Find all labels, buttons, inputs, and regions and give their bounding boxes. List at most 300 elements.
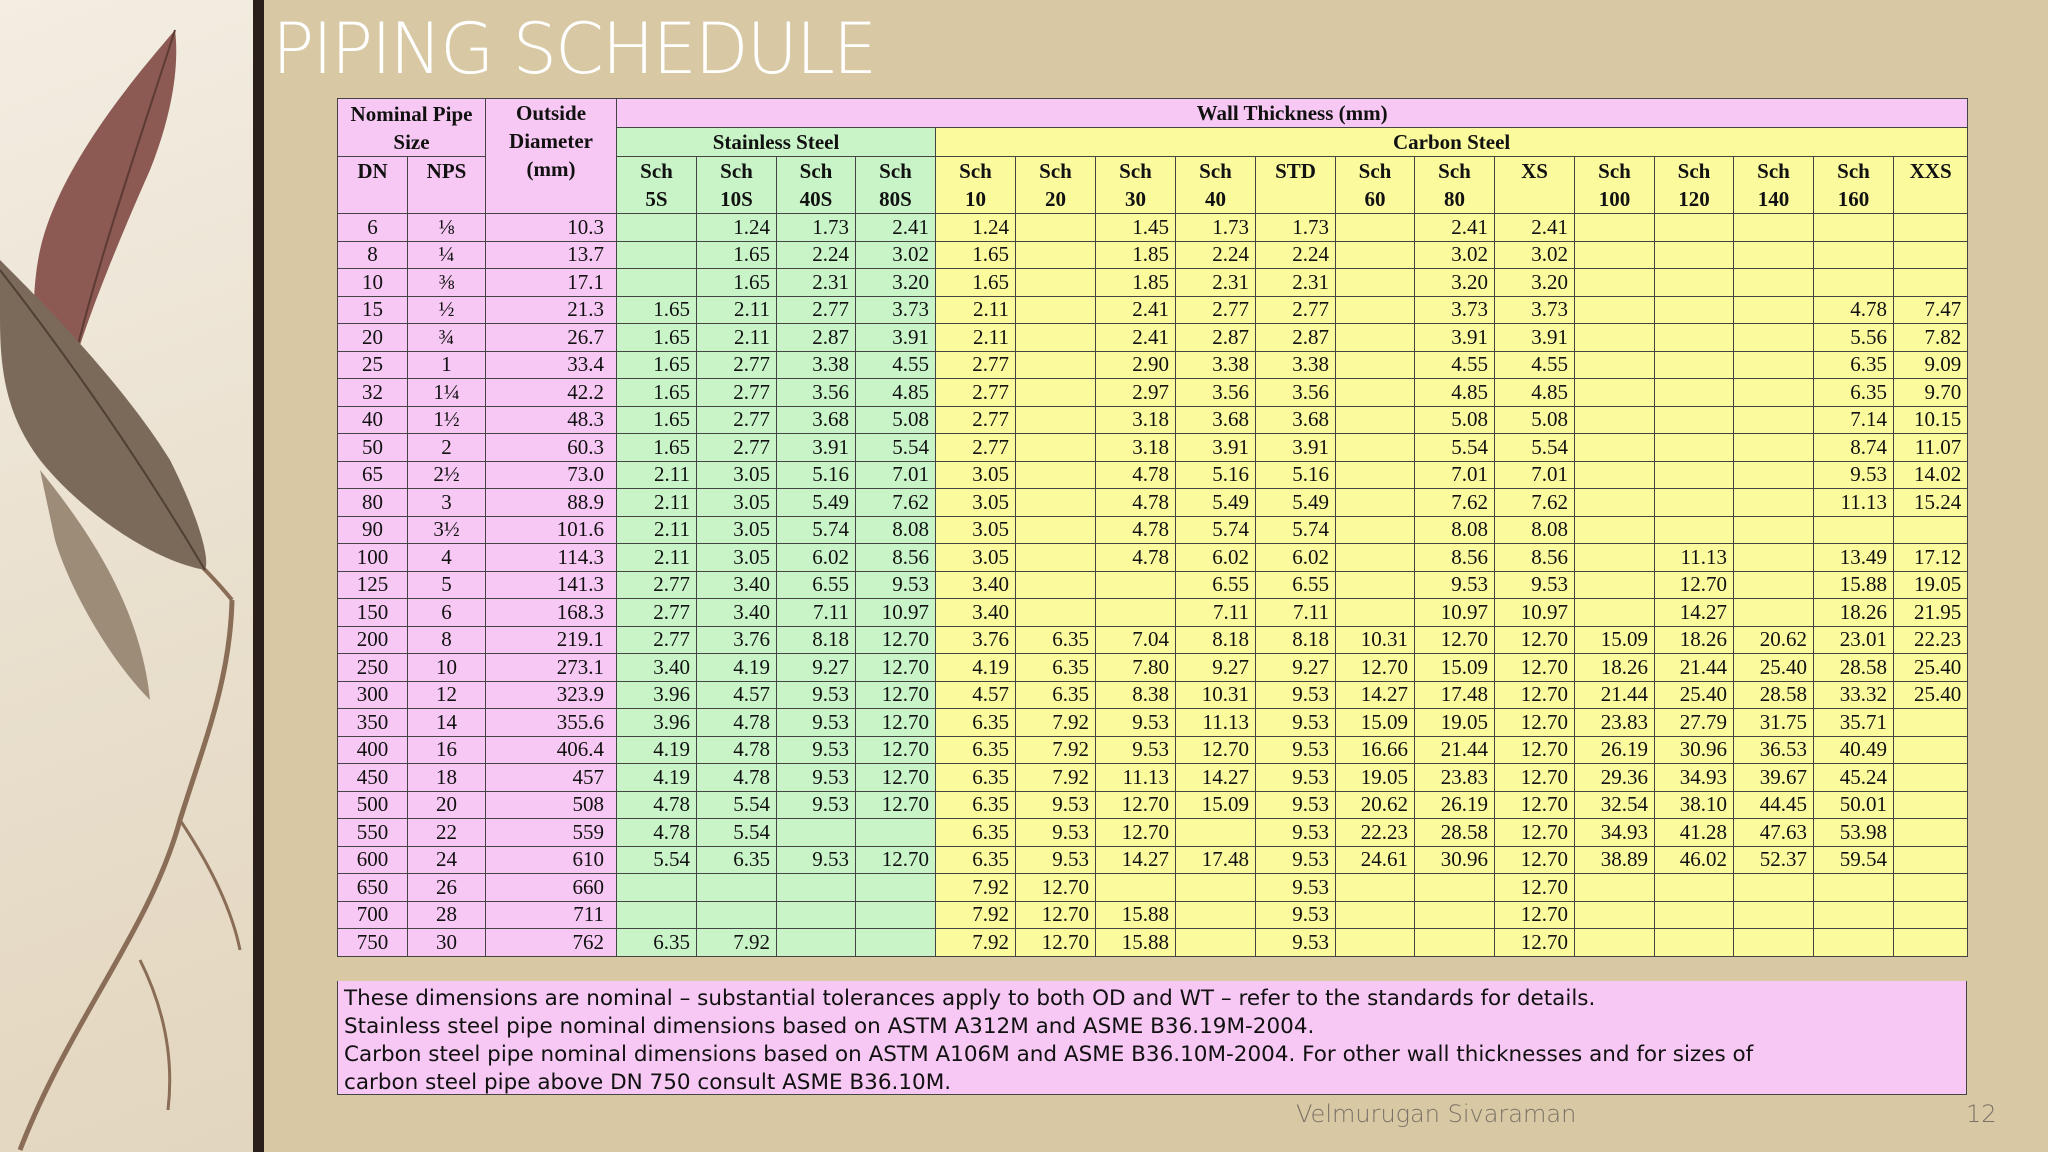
carbon-thickness-cell — [1336, 544, 1415, 572]
carbon-thickness-cell: 28.58 — [1415, 819, 1495, 847]
stainless-thickness-cell: 9.53 — [777, 709, 856, 737]
carbon-thickness-cell: 15.09 — [1176, 791, 1256, 819]
carbon-thickness-cell: 9.53 — [1256, 901, 1336, 929]
carbon-thickness-cell: 46.02 — [1655, 846, 1734, 874]
stainless-thickness-cell: 1.65 — [697, 241, 777, 269]
outside-diameter-cell: 88.9 — [486, 489, 617, 517]
outside-diameter-cell: 17.1 — [486, 269, 617, 297]
nps-cell: 4 — [408, 544, 486, 572]
carbon-thickness-cell: 17.12 — [1894, 544, 1968, 572]
carbon-thickness-cell — [1814, 214, 1894, 242]
stainless-thickness-cell: 7.11 — [777, 599, 856, 627]
author-name: Velmurugan Sivaraman — [1296, 1100, 1577, 1128]
carbon-thickness-cell: 19.05 — [1415, 709, 1495, 737]
dn-cell: 6 — [338, 214, 408, 242]
carbon-thickness-cell: 44.45 — [1734, 791, 1814, 819]
carbon-thickness-cell — [1575, 929, 1655, 957]
carbon-thickness-cell: 2.41 — [1415, 214, 1495, 242]
table-row — [338, 791, 1968, 819]
carbon-thickness-cell: 3.68 — [1176, 406, 1256, 434]
carbon-thickness-cell: 2.31 — [1256, 269, 1336, 297]
carbon-thickness-cell: 7.80 — [1096, 654, 1176, 682]
outside-diameter-cell: 13.7 — [486, 241, 617, 269]
carbon-thickness-cell: 4.55 — [1495, 351, 1575, 379]
carbon-thickness-cell: 20.62 — [1734, 626, 1814, 654]
carbon-thickness-cell — [1734, 544, 1814, 572]
carbon-thickness-cell: 8.74 — [1814, 434, 1894, 462]
carbon-thickness-cell: 9.53 — [1814, 461, 1894, 489]
carbon-thickness-cell: 10.31 — [1176, 681, 1256, 709]
carbon-thickness-cell: 5.74 — [1176, 516, 1256, 544]
nps-cell: ½ — [408, 296, 486, 324]
piping-schedule-table — [337, 98, 1968, 957]
nps-cell: 10 — [408, 654, 486, 682]
stainless-thickness-cell: 5.49 — [777, 489, 856, 517]
carbon-thickness-cell: 18.26 — [1575, 654, 1655, 682]
carbon-thickness-cell — [1655, 516, 1734, 544]
carbon-thickness-cell: 2.31 — [1176, 269, 1256, 297]
carbon-thickness-cell: 9.53 — [1256, 819, 1336, 847]
stainless-thickness-cell: 12.70 — [856, 681, 936, 709]
carbon-thickness-cell — [1575, 874, 1655, 902]
carbon-thickness-cell: 1.73 — [1256, 214, 1336, 242]
carbon-thickness-cell — [1734, 929, 1814, 957]
stainless-thickness-cell — [856, 874, 936, 902]
stainless-thickness-cell: 2.11 — [617, 461, 697, 489]
stainless-thickness-cell: 12.70 — [856, 791, 936, 819]
carbon-thickness-cell: 3.91 — [1415, 324, 1495, 352]
outside-diameter-cell: 273.1 — [486, 654, 617, 682]
outside-diameter-cell: 355.6 — [486, 709, 617, 737]
carbon-column-header: Sch 100 — [1575, 157, 1655, 214]
nps-cell: 18 — [408, 764, 486, 792]
table-row — [338, 654, 1968, 682]
dn-cell: 600 — [338, 846, 408, 874]
carbon-thickness-cell: 6.35 — [1814, 379, 1894, 407]
carbon-thickness-cell: 4.78 — [1096, 461, 1176, 489]
stainless-thickness-cell: 10.97 — [856, 599, 936, 627]
outside-diameter-header: Outside Diameter (mm) — [486, 99, 617, 214]
carbon-thickness-cell: 34.93 — [1575, 819, 1655, 847]
stainless-thickness-cell: 9.53 — [856, 571, 936, 599]
carbon-thickness-cell: 12.70 — [1176, 736, 1256, 764]
stainless-thickness-cell: 2.31 — [777, 269, 856, 297]
carbon-thickness-cell — [1894, 901, 1968, 929]
stainless-thickness-cell: 5.08 — [856, 406, 936, 434]
note-line: Carbon steel pipe nominal dimensions based on ASTM A106M and ASME B36.10M-2004. For other wall thicknesses and for sizes of — [344, 1042, 1754, 1067]
carbon-thickness-cell — [1016, 544, 1096, 572]
carbon-thickness-cell: 3.91 — [1495, 324, 1575, 352]
dn-cell: 90 — [338, 516, 408, 544]
nps-cell: ⅛ — [408, 214, 486, 242]
nps-cell: 22 — [408, 819, 486, 847]
carbon-column-header: Sch 30 — [1096, 157, 1176, 214]
carbon-thickness-cell — [1894, 819, 1968, 847]
stainless-thickness-cell: 3.38 — [777, 351, 856, 379]
carbon-thickness-cell: 45.24 — [1814, 764, 1894, 792]
carbon-thickness-cell: 20.62 — [1336, 791, 1415, 819]
carbon-thickness-cell — [1655, 406, 1734, 434]
carbon-thickness-cell: 3.02 — [1495, 241, 1575, 269]
carbon-thickness-cell — [1575, 901, 1655, 929]
nps-cell: ⅜ — [408, 269, 486, 297]
carbon-column-header: Sch 160 — [1814, 157, 1894, 214]
carbon-thickness-cell — [1655, 489, 1734, 517]
carbon-thickness-cell: 8.08 — [1415, 516, 1495, 544]
table-row — [338, 351, 1968, 379]
carbon-thickness-cell: 2.97 — [1096, 379, 1176, 407]
carbon-thickness-cell: 3.91 — [1176, 434, 1256, 462]
carbon-thickness-cell — [1655, 901, 1734, 929]
stainless-thickness-cell: 3.05 — [697, 544, 777, 572]
carbon-thickness-cell: 2.90 — [1096, 351, 1176, 379]
carbon-thickness-cell: 7.11 — [1256, 599, 1336, 627]
stainless-thickness-cell: 5.54 — [697, 819, 777, 847]
carbon-thickness-cell — [1336, 489, 1415, 517]
table-row — [338, 406, 1968, 434]
dn-cell: 150 — [338, 599, 408, 627]
carbon-thickness-cell — [1814, 901, 1894, 929]
carbon-thickness-cell: 23.83 — [1415, 764, 1495, 792]
carbon-thickness-cell: 6.35 — [1814, 351, 1894, 379]
stainless-thickness-cell: 3.76 — [697, 626, 777, 654]
table-row — [338, 846, 1968, 874]
stainless-thickness-cell: 3.40 — [697, 599, 777, 627]
nps-cell: ¾ — [408, 324, 486, 352]
stainless-thickness-cell: 4.85 — [856, 379, 936, 407]
carbon-thickness-cell: 9.53 — [1495, 571, 1575, 599]
dn-cell: 350 — [338, 709, 408, 737]
carbon-thickness-cell: 5.74 — [1256, 516, 1336, 544]
carbon-thickness-cell — [1016, 351, 1096, 379]
carbon-thickness-cell — [1655, 214, 1734, 242]
stainless-thickness-cell: 2.11 — [697, 324, 777, 352]
carbon-column-header: Sch 80 — [1415, 157, 1495, 214]
carbon-column-header: STD — [1256, 157, 1336, 214]
table-row — [338, 544, 1968, 572]
nps-cell: 5 — [408, 571, 486, 599]
carbon-thickness-cell: 30.96 — [1655, 736, 1734, 764]
carbon-thickness-cell — [1734, 599, 1814, 627]
carbon-thickness-cell: 6.55 — [1256, 571, 1336, 599]
carbon-thickness-cell — [1814, 516, 1894, 544]
table-row — [338, 571, 1968, 599]
carbon-steel-header: Carbon Steel — [936, 128, 1968, 157]
stainless-thickness-cell: 2.77 — [617, 626, 697, 654]
outside-diameter-cell: 33.4 — [486, 351, 617, 379]
carbon-thickness-cell — [1734, 214, 1814, 242]
nps-cell: 30 — [408, 929, 486, 957]
outside-diameter-cell: 101.6 — [486, 516, 617, 544]
carbon-thickness-cell: 13.49 — [1814, 544, 1894, 572]
carbon-thickness-cell: 7.01 — [1495, 461, 1575, 489]
carbon-thickness-cell: 6.35 — [1016, 654, 1096, 682]
carbon-thickness-cell: 9.53 — [1096, 709, 1176, 737]
carbon-thickness-cell: 2.77 — [936, 379, 1016, 407]
carbon-thickness-cell: 1.65 — [936, 269, 1016, 297]
carbon-thickness-cell: 17.48 — [1415, 681, 1495, 709]
carbon-thickness-cell: 7.04 — [1096, 626, 1176, 654]
carbon-thickness-cell: 5.08 — [1415, 406, 1495, 434]
dn-cell: 15 — [338, 296, 408, 324]
outside-diameter-cell: 60.3 — [486, 434, 617, 462]
carbon-thickness-cell: 23.83 — [1575, 709, 1655, 737]
carbon-thickness-cell: 12.70 — [1016, 901, 1096, 929]
carbon-thickness-cell: 15.09 — [1575, 626, 1655, 654]
carbon-thickness-cell: 11.13 — [1096, 764, 1176, 792]
dn-cell: 125 — [338, 571, 408, 599]
carbon-thickness-cell: 2.24 — [1256, 241, 1336, 269]
stainless-thickness-cell: 1.73 — [777, 214, 856, 242]
table-row — [338, 434, 1968, 462]
carbon-thickness-cell: 9.09 — [1894, 351, 1968, 379]
dn-header: DN — [338, 157, 408, 214]
carbon-thickness-cell: 8.38 — [1096, 681, 1176, 709]
carbon-thickness-cell: 6.35 — [936, 791, 1016, 819]
carbon-thickness-cell: 31.75 — [1734, 709, 1814, 737]
stainless-thickness-cell: 3.02 — [856, 241, 936, 269]
dn-cell: 750 — [338, 929, 408, 957]
carbon-thickness-cell: 34.93 — [1655, 764, 1734, 792]
stainless-thickness-cell — [777, 901, 856, 929]
carbon-thickness-cell: 4.78 — [1814, 296, 1894, 324]
carbon-thickness-cell — [1814, 241, 1894, 269]
carbon-thickness-cell: 3.68 — [1256, 406, 1336, 434]
stainless-thickness-cell: 3.73 — [856, 296, 936, 324]
carbon-thickness-cell: 7.62 — [1415, 489, 1495, 517]
carbon-thickness-cell: 3.20 — [1415, 269, 1495, 297]
stainless-thickness-cell: 12.70 — [856, 654, 936, 682]
carbon-thickness-cell — [1336, 269, 1415, 297]
slide-title: PIPING SCHEDULE — [272, 8, 876, 90]
carbon-thickness-cell: 12.70 — [1495, 709, 1575, 737]
dn-cell: 40 — [338, 406, 408, 434]
carbon-thickness-cell: 15.09 — [1415, 654, 1495, 682]
carbon-thickness-cell: 2.24 — [1176, 241, 1256, 269]
carbon-thickness-cell: 12.70 — [1336, 654, 1415, 682]
carbon-thickness-cell — [1016, 599, 1096, 627]
stainless-thickness-cell — [617, 269, 697, 297]
nps-cell: 8 — [408, 626, 486, 654]
carbon-thickness-cell — [1894, 709, 1968, 737]
carbon-thickness-cell — [1336, 874, 1415, 902]
nps-cell: 1½ — [408, 406, 486, 434]
carbon-thickness-cell — [1016, 571, 1096, 599]
dn-cell: 650 — [338, 874, 408, 902]
carbon-thickness-cell: 11.07 — [1894, 434, 1968, 462]
carbon-thickness-cell: 3.05 — [936, 516, 1016, 544]
carbon-thickness-cell: 38.10 — [1655, 791, 1734, 819]
stainless-thickness-cell: 4.78 — [617, 819, 697, 847]
carbon-thickness-cell: 6.35 — [936, 736, 1016, 764]
carbon-thickness-cell: 26.19 — [1415, 791, 1495, 819]
table-row — [338, 901, 1968, 929]
carbon-thickness-cell — [1336, 571, 1415, 599]
dn-cell: 550 — [338, 819, 408, 847]
stainless-thickness-cell: 3.40 — [697, 571, 777, 599]
carbon-thickness-cell — [1734, 351, 1814, 379]
carbon-thickness-cell — [1575, 269, 1655, 297]
carbon-column-header: XS — [1495, 157, 1575, 214]
carbon-thickness-cell — [1734, 516, 1814, 544]
carbon-thickness-cell — [1734, 901, 1814, 929]
carbon-thickness-cell: 18.26 — [1814, 599, 1894, 627]
carbon-thickness-cell: 12.70 — [1495, 901, 1575, 929]
outside-diameter-cell: 323.9 — [486, 681, 617, 709]
carbon-thickness-cell — [1894, 736, 1968, 764]
carbon-thickness-cell — [1016, 269, 1096, 297]
carbon-column-header: Sch 140 — [1734, 157, 1814, 214]
stainless-thickness-cell: 2.77 — [697, 406, 777, 434]
dn-cell: 300 — [338, 681, 408, 709]
outside-diameter-cell: 168.3 — [486, 599, 617, 627]
carbon-thickness-cell: 9.53 — [1096, 736, 1176, 764]
carbon-thickness-cell — [1415, 929, 1495, 957]
carbon-thickness-cell: 33.32 — [1814, 681, 1894, 709]
nps-cell: 1¼ — [408, 379, 486, 407]
nps-cell: ¼ — [408, 241, 486, 269]
stainless-thickness-cell: 4.19 — [617, 736, 697, 764]
outside-diameter-cell: 610 — [486, 846, 617, 874]
carbon-thickness-cell: 3.20 — [1495, 269, 1575, 297]
stainless-thickness-cell: 1.65 — [617, 434, 697, 462]
carbon-thickness-cell: 12.70 — [1096, 819, 1176, 847]
table-row — [338, 214, 1968, 242]
outside-diameter-cell: 508 — [486, 791, 617, 819]
outside-diameter-cell: 26.7 — [486, 324, 617, 352]
carbon-thickness-cell: 14.27 — [1176, 764, 1256, 792]
table-row — [338, 626, 1968, 654]
carbon-thickness-cell: 12.70 — [1415, 626, 1495, 654]
carbon-thickness-cell: 8.18 — [1176, 626, 1256, 654]
stainless-thickness-cell: 9.53 — [777, 736, 856, 764]
stainless-thickness-cell: 4.78 — [697, 764, 777, 792]
nps-cell: 1 — [408, 351, 486, 379]
table-row — [338, 516, 1968, 544]
stainless-thickness-cell: 1.65 — [617, 406, 697, 434]
carbon-thickness-cell: 3.91 — [1256, 434, 1336, 462]
carbon-thickness-cell: 14.27 — [1096, 846, 1176, 874]
carbon-thickness-cell — [1734, 489, 1814, 517]
table-row — [338, 764, 1968, 792]
carbon-thickness-cell: 9.70 — [1894, 379, 1968, 407]
carbon-thickness-cell: 14.02 — [1894, 461, 1968, 489]
stainless-thickness-cell: 6.35 — [697, 846, 777, 874]
carbon-thickness-cell: 3.73 — [1415, 296, 1495, 324]
dn-cell: 8 — [338, 241, 408, 269]
stainless-column-header: Sch 10S — [697, 157, 777, 214]
carbon-thickness-cell: 5.16 — [1256, 461, 1336, 489]
carbon-thickness-cell: 35.71 — [1814, 709, 1894, 737]
carbon-thickness-cell — [1575, 351, 1655, 379]
carbon-thickness-cell — [1575, 241, 1655, 269]
carbon-thickness-cell: 5.49 — [1176, 489, 1256, 517]
carbon-thickness-cell — [1894, 269, 1968, 297]
carbon-thickness-cell — [1575, 599, 1655, 627]
stainless-column-header: Sch 40S — [777, 157, 856, 214]
carbon-column-header: Sch 20 — [1016, 157, 1096, 214]
carbon-thickness-cell — [1734, 434, 1814, 462]
carbon-thickness-cell: 12.70 — [1495, 654, 1575, 682]
carbon-thickness-cell: 7.11 — [1176, 599, 1256, 627]
carbon-thickness-cell: 1.24 — [936, 214, 1016, 242]
carbon-thickness-cell: 2.87 — [1176, 324, 1256, 352]
carbon-thickness-cell — [1016, 489, 1096, 517]
stainless-thickness-cell — [617, 241, 697, 269]
carbon-thickness-cell: 2.77 — [936, 351, 1016, 379]
carbon-thickness-cell: 22.23 — [1894, 626, 1968, 654]
carbon-thickness-cell: 7.92 — [1016, 709, 1096, 737]
carbon-thickness-cell — [1336, 461, 1415, 489]
carbon-thickness-cell — [1336, 901, 1415, 929]
carbon-thickness-cell — [1176, 929, 1256, 957]
table-row — [338, 709, 1968, 737]
nps-cell: 2 — [408, 434, 486, 462]
carbon-thickness-cell — [1655, 379, 1734, 407]
table-row — [338, 599, 1968, 627]
table-row — [338, 819, 1968, 847]
stainless-thickness-cell: 6.02 — [777, 544, 856, 572]
decorative-leaf-image — [0, 0, 253, 1152]
nps-cell: 20 — [408, 791, 486, 819]
stainless-thickness-cell: 7.62 — [856, 489, 936, 517]
dn-cell: 250 — [338, 654, 408, 682]
carbon-thickness-cell: 41.28 — [1655, 819, 1734, 847]
nps-cell: 6 — [408, 599, 486, 627]
stainless-thickness-cell: 3.05 — [697, 489, 777, 517]
carbon-thickness-cell — [1016, 406, 1096, 434]
dn-cell: 500 — [338, 791, 408, 819]
dn-cell: 20 — [338, 324, 408, 352]
carbon-thickness-cell — [1575, 379, 1655, 407]
carbon-column-header: Sch 60 — [1336, 157, 1415, 214]
carbon-thickness-cell: 39.67 — [1734, 764, 1814, 792]
carbon-thickness-cell — [1575, 434, 1655, 462]
stainless-thickness-cell: 4.78 — [697, 709, 777, 737]
carbon-thickness-cell: 4.19 — [936, 654, 1016, 682]
table-row — [338, 324, 1968, 352]
dn-cell: 50 — [338, 434, 408, 462]
carbon-thickness-cell: 21.95 — [1894, 599, 1968, 627]
carbon-thickness-cell — [1336, 324, 1415, 352]
carbon-thickness-cell — [1655, 241, 1734, 269]
carbon-thickness-cell: 3.56 — [1176, 379, 1256, 407]
carbon-thickness-cell — [1336, 929, 1415, 957]
carbon-thickness-cell: 6.02 — [1256, 544, 1336, 572]
stainless-thickness-cell: 5.16 — [777, 461, 856, 489]
carbon-thickness-cell: 10.31 — [1336, 626, 1415, 654]
stainless-thickness-cell — [617, 901, 697, 929]
carbon-thickness-cell: 10.97 — [1495, 599, 1575, 627]
carbon-thickness-cell: 2.11 — [936, 296, 1016, 324]
stainless-thickness-cell: 1.65 — [617, 324, 697, 352]
dn-cell: 700 — [338, 901, 408, 929]
carbon-thickness-cell: 12.70 — [1495, 846, 1575, 874]
carbon-thickness-cell: 6.35 — [1016, 681, 1096, 709]
carbon-thickness-cell: 7.14 — [1814, 406, 1894, 434]
dn-cell: 10 — [338, 269, 408, 297]
table-row — [338, 681, 1968, 709]
carbon-thickness-cell — [1415, 901, 1495, 929]
nps-header: NPS — [408, 157, 486, 214]
carbon-thickness-cell: 8.56 — [1495, 544, 1575, 572]
carbon-thickness-cell — [1575, 406, 1655, 434]
carbon-thickness-cell: 9.53 — [1256, 709, 1336, 737]
table-row — [338, 241, 1968, 269]
stainless-thickness-cell: 7.92 — [697, 929, 777, 957]
carbon-thickness-cell — [1336, 406, 1415, 434]
carbon-thickness-cell: 12.70 — [1495, 681, 1575, 709]
